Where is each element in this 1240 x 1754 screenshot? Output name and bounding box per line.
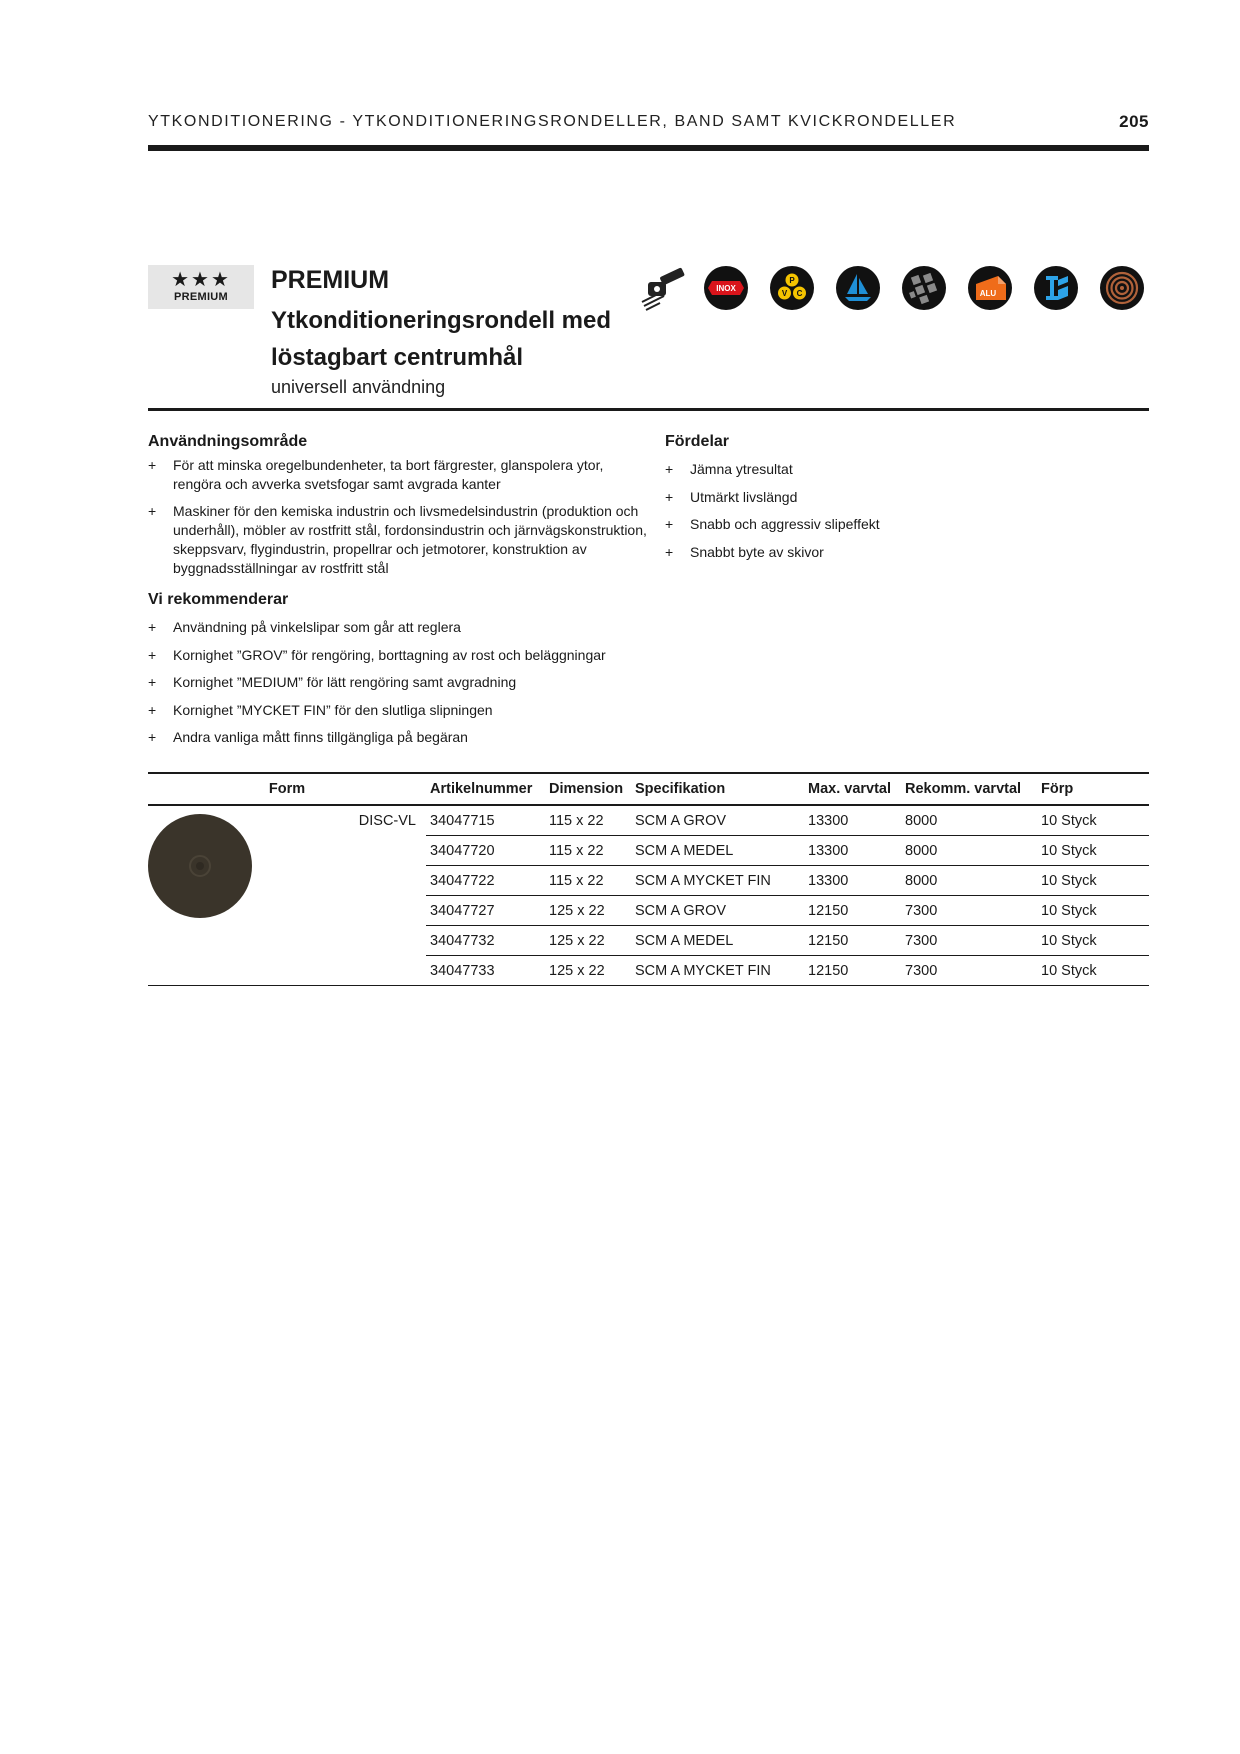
svg-text:ALU: ALU [979, 289, 997, 298]
article-number: 34047727 [426, 896, 545, 926]
page-number: 205 [1119, 112, 1149, 131]
pack: 10 Styck [1037, 926, 1149, 956]
specification: SCM A GROV [631, 896, 804, 926]
max-rpm: 12150 [804, 896, 901, 926]
max-rpm: 12150 [804, 956, 901, 986]
advantages-heading: Fördelar [665, 433, 730, 450]
pack: 10 Styck [1037, 836, 1149, 866]
article-number: 34047732 [426, 926, 545, 956]
product-tier: PREMIUM [271, 266, 390, 294]
inox-icon [704, 266, 748, 310]
specification: SCM A MEDEL [631, 926, 804, 956]
list-item: + Användning på vinkelslipar som går att reglera [148, 614, 708, 642]
list-item: + Andra vanliga mått finns tillgängliga på begäran [148, 724, 708, 752]
pack: 10 Styck [1037, 956, 1149, 986]
rec-rpm: 7300 [901, 926, 1037, 956]
product-title: Ytkonditioneringsrondell med löstagbart centrumhål [271, 307, 612, 371]
boat-icon [836, 266, 880, 310]
running-header: YTKONDITIONERING - YTKONDITIONERINGSRONDELLER, BAND SAMT KVICKRONDELLER [148, 113, 957, 130]
product-rule [148, 408, 1149, 411]
badge-label: PREMIUM [173, 291, 229, 303]
svg-text:C: C [796, 289, 803, 298]
product-table [148, 772, 1149, 986]
disc-image [148, 810, 260, 922]
col-header-spec: Specifikation [631, 773, 804, 805]
col-header-max-rpm: Max. varvtal [804, 773, 901, 805]
steel-beam-icon [1034, 266, 1078, 310]
form-type: DISC-VL [264, 805, 426, 986]
list-item: + Maskiner för den kemiska industrin och livsmedelsindustrin (produktion och underhåll), möbler av rostfritt stål, fordonsindustrin och järnvägskonstruktion, skeppsvarv, flygindustrin, propellrar och jetmotorer, konstruktion av byggnadsställningar av rostfritt stål [148, 502, 648, 578]
dimension: 125 x 22 [545, 956, 631, 986]
rec-rpm: 7300 [901, 896, 1037, 926]
wood-icon [1100, 266, 1144, 310]
dimension: 115 x 22 [545, 866, 631, 896]
article-number: 34047715 [426, 805, 545, 836]
article-number: 34047733 [426, 956, 545, 986]
list-item: + Snabbt byte av skivor [665, 539, 1135, 567]
col-header-pack: Förp [1037, 773, 1149, 805]
list-item: + Snabb och aggressiv slipeffekt [665, 511, 1135, 539]
list-item: + Kornighet ”MEDIUM” för lätt rengöring samt avgradning [148, 669, 708, 697]
list-item: + För att minska oregelbundenheter, ta bort färgrester, glanspolera ytor, rengöra och avverka svetsfogar samt avgrada kanter [148, 456, 648, 494]
advantages-list [665, 456, 1135, 566]
alu-icon [968, 266, 1012, 310]
angle-grinder-icon [640, 266, 686, 312]
max-rpm: 12150 [804, 926, 901, 956]
rec-rpm: 8000 [901, 836, 1037, 866]
pack: 10 Styck [1037, 866, 1149, 896]
recommend-heading: Vi rekommenderar [148, 591, 289, 608]
svg-text:INOX: INOX [716, 284, 736, 293]
col-header-dimension: Dimension [545, 773, 631, 805]
rec-rpm: 8000 [901, 805, 1037, 836]
svg-text:P: P [789, 276, 795, 285]
premium-badge [148, 265, 254, 309]
specification: SCM A GROV [631, 805, 804, 836]
list-item: + Jämna ytresultat [665, 456, 1135, 484]
form-image-cell [148, 805, 264, 986]
dimension: 125 x 22 [545, 926, 631, 956]
header-rule [148, 145, 1149, 151]
specification: SCM A MYCKET FIN [631, 866, 804, 896]
pack: 10 Styck [1037, 896, 1149, 926]
dimension: 115 x 22 [545, 836, 631, 866]
article-number: 34047722 [426, 866, 545, 896]
rating-stars: ★★★ [171, 269, 231, 291]
composite-icon [902, 266, 946, 310]
rec-rpm: 7300 [901, 956, 1037, 986]
max-rpm: 13300 [804, 836, 901, 866]
dimension: 115 x 22 [545, 805, 631, 836]
rec-rpm: 8000 [901, 866, 1037, 896]
list-item: + Kornighet ”MYCKET FIN” för den slutliga slipningen [148, 697, 708, 725]
product-subtitle: universell användning [271, 377, 446, 397]
table-header-row [148, 773, 1149, 805]
specification: SCM A MEDEL [631, 836, 804, 866]
col-header-form: Form [148, 773, 426, 805]
article-number: 34047720 [426, 836, 545, 866]
usage-heading: Användningsområde [148, 433, 308, 450]
pvc-icon [770, 266, 814, 310]
dimension: 125 x 22 [545, 896, 631, 926]
max-rpm: 13300 [804, 866, 901, 896]
table-row [148, 805, 1149, 836]
list-item: + Kornighet ”GROV” för rengöring, borttagning av rost och beläggningar [148, 642, 708, 670]
usage-list [148, 456, 648, 578]
col-header-rec-rpm: Rekomm. varvtal [901, 773, 1037, 805]
pack: 10 Styck [1037, 805, 1149, 836]
svg-text:V: V [781, 289, 788, 298]
specification: SCM A MYCKET FIN [631, 956, 804, 986]
list-item: + Utmärkt livslängd [665, 484, 1135, 512]
recommend-list [148, 614, 708, 752]
max-rpm: 13300 [804, 805, 901, 836]
col-header-article: Artikelnummer [426, 773, 545, 805]
